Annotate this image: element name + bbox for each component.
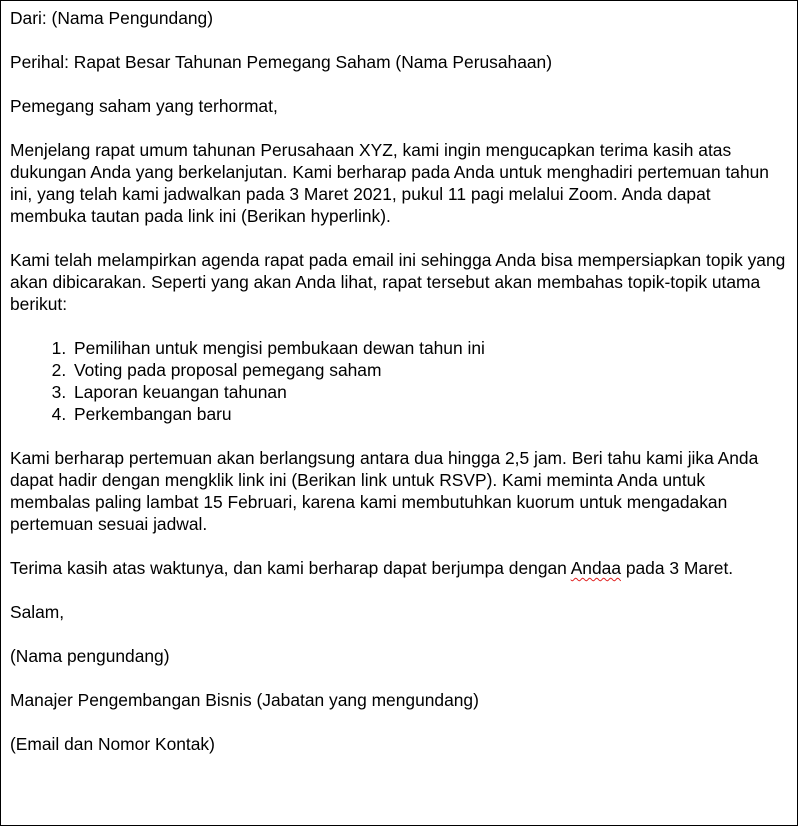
sender-contact: (Email dan Nomor Kontak) <box>10 734 215 754</box>
letter-body[interactable] <box>10 7 790 777</box>
paragraph-rsvp: Kami berharap pertemuan akan berlangsung antara dua hingga 2,5 jam. Beri tahu kami jika Anda dapat hadir dengan mengklik link ini (Berikan link untuk RSVP). Kami meminta Anda untuk membalas paling lambat 15 Februari, karena kami membutuhkan kuorum untuk mengadakan pertemuan sesuai jadwal. <box>10 448 759 534</box>
signoff: Salam, <box>10 602 65 622</box>
agenda-item: 4. Perkembangan baru <box>71 403 790 425</box>
agenda-item: 3. Laporan keuangan tahunan <box>71 381 790 403</box>
sender-name: (Nama pengundang) <box>10 646 170 666</box>
from-line: Dari: (Nama Pengundang) <box>10 8 213 28</box>
agenda-item: 1. Pemilihan untuk mengisi pembukaan dewan tahun ini <box>71 337 790 359</box>
paragraph-intro: Menjelang rapat umum tahunan Perusahaan XYZ, kami ingin mengucapkan terima kasih atas dukungan Anda yang berkelanjutan. Kami berharap pada Anda untuk menghadiri pertemuan tahun ini, yang telah kami jadwalkan pada 3 Maret 2021, pukul 11 pagi melalui Zoom. Anda dapat membuka tautan pada link ini (Berikan hyperlink). <box>10 140 769 226</box>
sender-title: Manajer Pengembangan Bisnis (Jabatan yang mengundang) <box>10 690 479 710</box>
misspelled-word[interactable]: Andaa <box>570 558 621 578</box>
paragraph-agenda-intro: Kami telah melampirkan agenda rapat pada email ini sehingga Anda bisa mempersiapkan topik yang akan dibicarakan. Seperti yang akan Anda lihat, rapat tersebut akan membahas topik-topik utama berikut: <box>10 250 786 314</box>
agenda-item: 2. Voting pada proposal pemegang saham <box>71 359 790 381</box>
agenda-list <box>10 337 790 425</box>
salutation: Pemegang saham yang terhormat, <box>10 96 278 116</box>
paragraph-closing <box>10 557 790 579</box>
subject-line: Perihal: Rapat Besar Tahunan Pemegang Saham (Nama Perusahaan) <box>10 52 553 72</box>
closing-text-start: Terima kasih atas waktunya, dan kami berharap dapat berjumpa dengan <box>10 558 571 578</box>
closing-text-end: pada 3 Maret. <box>621 558 734 578</box>
